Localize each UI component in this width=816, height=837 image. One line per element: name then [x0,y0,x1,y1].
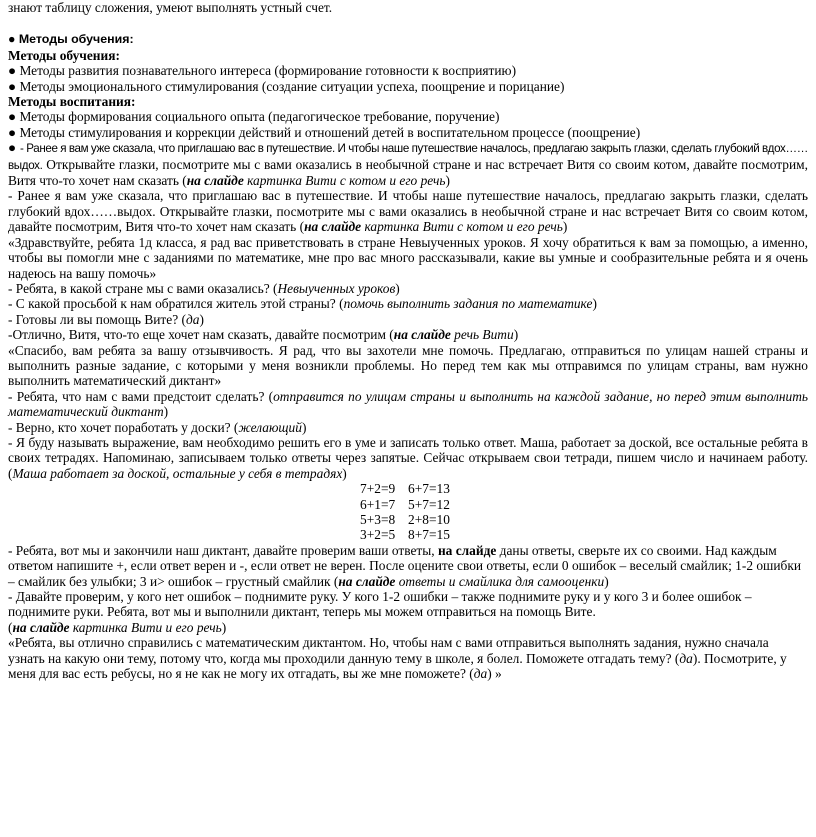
paragraph-vitya-speech-2: «Спасибо, вам ребята за вашу отзывчивость. Я рад, что вы захотели мне помочь. Предлагаю, отправиться по улицам нашей страны и выполнить разные задание, с которыми у меня возникли проблемы. Но перед тем как мы отправимся по улицам страны, вам нужно выполнить математический диктант» [8,342,808,389]
dictation-answers [8,481,808,543]
bullet-icon: ● [8,32,16,47]
paragraph-vitya-speech-1: «Здравствуйте, ребята 1д класса, я рад вас приветствовать в стране Невыученных уроков. Я хочу обратиться к вам за помощью, а именно, чтобы вы помогли мне с заданиями по математике, мне про вас много рассказывали, какие вы умные и сообразительные ребята и я очень надеюсь на вашу помочь» [8,234,808,281]
dictation-row: 7+2=9 6+7=13 [360,481,450,497]
question-task: - Ребята, что нам с вами предстоит сделать? (отправится по улицам страны и выполнить на каждой задание, но перед этим выполнить математический диктант) [8,388,809,420]
paragraph-dictation-instructions: - Я буду называть выражение, вам необходимо решить его в уме и записать только ответ. Маша, работает за доской, все остальные ребята в своих тетрадях. Напоминаю, записываем только ответы через запятые. Сейчас открываем свои тетради, пишем число и начинаем работу. (Маша работает за доской, остальные у себя в тетрадях) [8,434,808,481]
paragraph-check-answers: - Ребята, вот мы и закончили наш диктант, давайте проверим ваши ответы, на слайде даны ответы, сверьте их со своими. Над каждым ответом напишите +, если ответ верен и -, если ответ не верен. После оцените свои ответы, если 0 ошибок – веселый смайлик; 1-2 ошибки – смайлик без улыбки; 3 и> ошибок – грустный смайлик (на слайде ответы и смайлика для самооценки) [8,542,802,589]
dictation-row: 6+1=7 5+7=12 [360,496,450,512]
bullet-icon: ● [8,124,17,140]
paragraph-look: -Отлично, Витя, что-то еще хочет нам сказать, давайте посмотрим (на слайде речь Вити) [8,327,519,343]
intro-line: знают таблицу сложения, умеют выполнять устный счет. [8,0,333,15]
dictation-row: 3+2=5 8+7=15 [360,527,450,543]
paragraph-vitya-speech-3: «Ребята, вы отлично справились с математическим диктантом. Но, чтобы нам с вами отправиться выполнять задания, нужно сначала узнать на какую они тему, потому что, когда мы проходили данную тему в школе, я болел. Поможете отгадать тему? (да). Посмотрите, у меня для вас есть ребусы, но я не как не могу их отгадать, вы же мне поможете? (да) » [8,635,787,682]
question-country: - Ребята, в какой стране мы с вами оказались? (Невыученных уроков) [8,280,400,296]
method-item: ● Методы эмоционального стимулирования (создание ситуации успеха, поощрение и порицание) [8,78,565,94]
bullet-icon: ● [8,78,17,94]
upbringing-heading: Методы воспитания: [8,94,136,110]
spacer [8,15,808,31]
question-board: - Верно, кто хочет поработать у доски? (желающий) [8,419,307,435]
question-ready: - Готовы ли вы помощь Вите? (да) [8,311,204,327]
slide-note: (на слайде картинка Вити и его речь) [8,619,227,635]
bullet-icon: ● [8,63,17,79]
methods-heading-b: Методы обучения: [8,47,120,63]
bullet-icon: ● [8,109,17,125]
bullet-icon: ● [8,140,17,156]
method-item: ● Методы стимулирования и коррекции действий и отношений детей в воспитательном процессе (поощрение) [8,124,641,140]
method-item: ● Методы формирования социального опыта (педагогическое требование, поручение) [8,109,500,125]
paragraph-hands-up: - Давайте проверим, у кого нет ошибок – поднимите руку. У кого 1-2 ошибки – также поднимите руку и у кого 3 и более ошибок – поднимите руки. Ребята, вот мы и выполнили диктант, теперь мы можем отправиться на помощь Вите. [8,589,752,620]
method-item: ● Методы развития познавательного интереса (формирование готовности к восприятию) [8,63,517,79]
dictation-row: 5+3=8 2+8=10 [360,512,450,527]
question-request: - С какой просьбой к нам обратился житель этой страны? (помочь выполнить задания по математике) [8,296,597,312]
methods-heading-a: ● Методы обучения: [8,32,134,47]
paragraph-travel-1: ● - Ранее я вам уже сказала, что приглашаю вас в путешествие. И чтобы наше путешествие началось, предлагаю закрыть глазки, сделать глубокий вдох……выдох. Открывайте глазки, посмотрите мы с вами оказались в необычной стране и нас встречает Витя со своим котом, давайте посмотрим, Витя что-то хочет нам сказать (на слайде картинка Вити с котом и его речь) [8,140,808,189]
paragraph-travel-2: - Ранее я вам уже сказала, что приглашаю вас в путешествие. И чтобы наше путешествие началось, предлагаю закрыть глазки, сделать глубокий вдох……выдох. Открывайте глазки, посмотрите мы с вами оказались в необычной стране и нас встречает Витя со своим котом, давайте посмотрим, Витя что-то хочет нам сказать (на слайде картинка Вити с котом и его речь) [8,188,808,235]
document-body [8,0,808,681]
